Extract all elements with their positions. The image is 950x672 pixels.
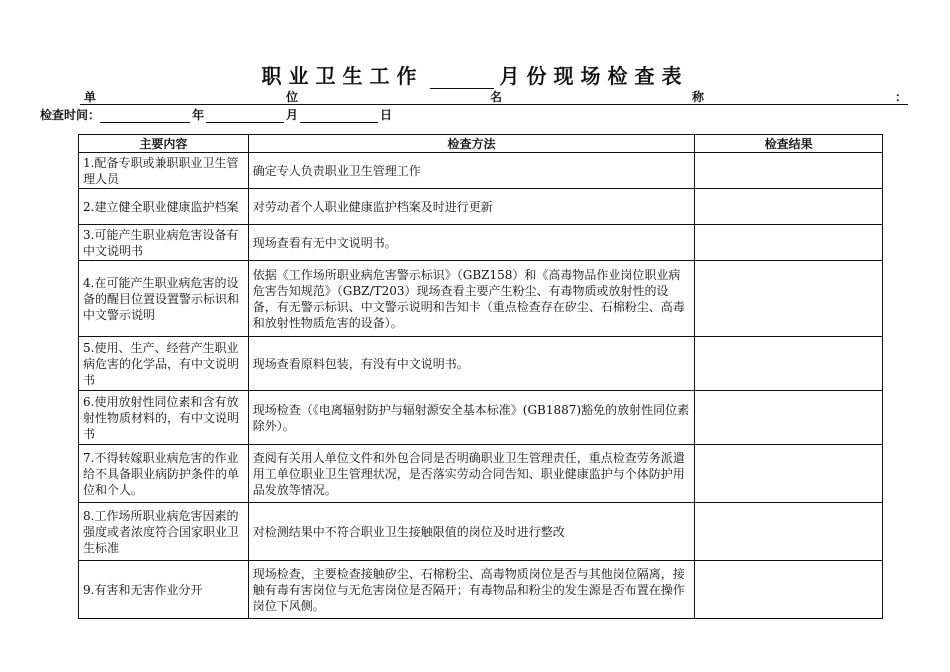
row-result[interactable] xyxy=(695,189,883,225)
row-content: 9.有害和无害作业分开 xyxy=(79,561,249,619)
row-content: 7.不得转嫁职业病危害的作业给不具备职业病防护条件的单位和个人。 xyxy=(79,445,249,503)
row-method: 现场检查（《电离辐射防护与辐射源安全基本标准》(GB1887)豁免的放射性同位素除外）。 xyxy=(248,391,694,445)
row-result[interactable] xyxy=(695,503,883,561)
row-content: 3.可能产生职业病危害设备有中文说明书 xyxy=(79,225,249,261)
row-result[interactable] xyxy=(695,561,883,619)
row-method: 现场查看有无中文说明书。 xyxy=(248,225,694,261)
row-method: 现场查看原料包装，有没有中文说明书。 xyxy=(248,337,694,391)
table-row xyxy=(79,391,883,445)
month-blank[interactable] xyxy=(430,70,494,89)
day-blank[interactable] xyxy=(300,122,378,123)
title-part2: 月份现场检查表 xyxy=(499,64,689,88)
check-time-label: 检查时间： xyxy=(40,108,101,122)
unit-colon: ： xyxy=(895,90,908,104)
row-result[interactable] xyxy=(695,337,883,391)
unit-char-4: 称 xyxy=(692,90,705,104)
row-result[interactable] xyxy=(695,153,883,189)
month-label: 月 xyxy=(286,108,299,122)
inspection-table xyxy=(78,134,883,619)
unit-char-2: 位 xyxy=(286,90,299,104)
page-title xyxy=(0,60,950,89)
table-row xyxy=(79,261,883,337)
row-method: 查阅有关用人单位文件和外包合同是否明确职业卫生管理责任，重点检查劳务派遣用工单位职业卫生管理状况，是否落实劳动合同告知、职业健康监护与个体防护用品发放等情况。 xyxy=(248,445,694,503)
row-method: 现场检查，主要检查接触矽尘、石棉粉尘、高毒物质岗位是否与其他岗位隔离，接触有毒有害岗位与无危害岗位是否隔开；有毒物品和粉尘的发生源是否布置在操作岗位下风侧。 xyxy=(248,561,694,619)
month-field-blank[interactable] xyxy=(206,122,284,123)
table-row xyxy=(79,153,883,189)
row-method: 对检测结果中不符合职业卫生接触限值的岗位及时进行整改 xyxy=(248,503,694,561)
row-result[interactable] xyxy=(695,445,883,503)
table-row xyxy=(79,189,883,225)
table-row xyxy=(79,503,883,561)
row-content: 4.在可能产生职业病危害的设备的醒目位置设置警示标识和中文警示说明 xyxy=(79,261,249,337)
table-row xyxy=(79,337,883,391)
row-method: 确定专人负责职业卫生管理工作 xyxy=(248,153,694,189)
row-result[interactable] xyxy=(695,261,883,337)
unit-name-row[interactable] xyxy=(80,88,908,105)
row-content: 8.工作场所职业病危害因素的强度或者浓度符合国家职业卫生标准 xyxy=(79,503,249,561)
row-method: 对劳动者个人职业健康监护档案及时进行更新 xyxy=(248,189,694,225)
row-result[interactable] xyxy=(695,225,883,261)
table-row xyxy=(79,225,883,261)
header-method: 检查方法 xyxy=(248,135,694,153)
header-result: 检查结果 xyxy=(695,135,883,153)
unit-char-1: 单 xyxy=(84,90,97,104)
year-label: 年 xyxy=(192,108,205,122)
row-content: 1.配备专职或兼职职业卫生管理人员 xyxy=(79,153,249,189)
row-method: 依据《工作场所职业病危害警示标识》（GBZ158）和《高毒物品作业岗位职业病危害告知规范》（GBZ/T203）现场查看主要产生粉尘、有毒物质或放射性的设备，有无警示标识、中文警示说明和告知卡（重点检查存在矽尘、石棉粉尘、高毒和放射性物质危害的设备）。 xyxy=(248,261,694,337)
year-blank[interactable] xyxy=(100,122,190,123)
day-label: 日 xyxy=(380,108,393,122)
table-row xyxy=(79,445,883,503)
row-content: 6.使用放射性同位素和含有放射性物质材料的，有中文说明书 xyxy=(79,391,249,445)
title-part1: 职业卫生工作 xyxy=(261,64,424,88)
row-content: 2.建立健全职业健康监护档案 xyxy=(79,189,249,225)
header-content: 主要内容 xyxy=(79,135,249,153)
table-row xyxy=(79,561,883,619)
table-header-row xyxy=(79,135,883,153)
row-content: 5.使用、生产、经营产生职业病危害的化学品，有中文说明书 xyxy=(79,337,249,391)
row-result[interactable] xyxy=(695,391,883,445)
unit-char-3: 名 xyxy=(490,90,503,104)
